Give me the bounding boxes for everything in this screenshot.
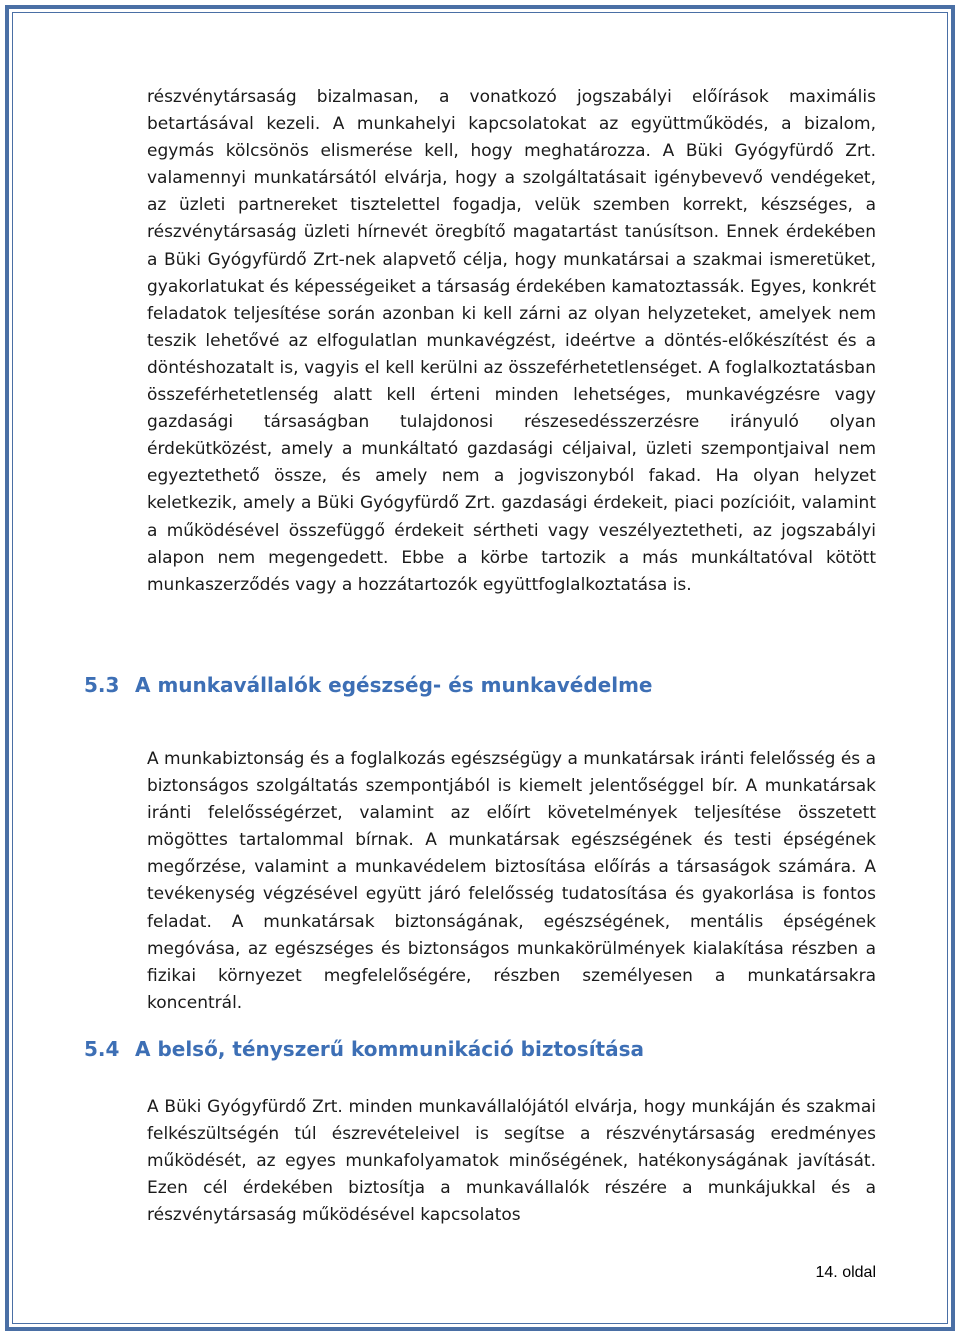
section-title: A belső, tényszerű kommunikáció biztosítása	[135, 1037, 645, 1061]
paragraph-internal-communication: A Büki Gyógyfürdő Zrt. minden munkavállalójától elvárja, hogy munkáján és szakmai felkészültségén túl észrevételeivel is segítse a részvénytársaság eredményes működését, az egyes munkafolyamatok minőségének, hatékonyságának javítását. Ezen cél érdekében biztosítja a munkavállalók részére a munkájukkal és a részvénytársaság működésével kapcsolatos	[147, 1097, 876, 1226]
paragraph-health-safety: A munkabiztonság és a foglalkozás egészségügy a munkatársak iránti felelősség és a biztonságos szolgáltatás szempontjából is kiemelt jelentőséggel bír. A munkatársak iránti felelősségérzet, valamint az előírt követelmények teljesítése összetett mögöttes tartalommal bírnak. A munkatársak egészségének és testi épségének megőrzése, valamint a munkavédelem biztosítása előírás a társaságok számára. A tevékenység végzésével együtt járó felelősség tudatosítása és gyakorlása is fontos feladat. A munkatársak biztonságának, egészségének, mentális épségének megóvása, az egészséges és biztonságos munkakörülmények kialakítása részben a fizikai környezet megfelelőségére, részben személyesen a munkatársakra koncentrál.	[147, 749, 876, 1013]
paragraph-confidentiality-conflict: részvénytársaság bizalmasan, a vonatkozó jogszabályi előírások maximális betartásával kezeli. A munkahelyi kapcsolatokat az együttműködés, a bizalom, egymás kölcsönös elismerése kell, hogy meghatározza. A Büki Gyógyfürdő Zrt. valamennyi munkatársától elvárja, hogy a szolgáltatásait igénybevevő vendégeket, az üzleti partnereket tisztelettel fogadja, velük szemben korrekt, készséges, a részvénytársaság üzleti hírnevét öregbítő magatartást tanúsítson. Ennek érdekében a Büki Gyógyfürdő Zrt-nek alapvető célja, hogy munkatársai a szakmai ismeretüket, gyakorlatukat és képességeiket a társaság érdekében kamatoztassák. Egyes, konkrét feladatok teljesítése során azonban ki kell zárni az olyan helyzeteket, amelyek nem teszik lehetővé az elfogulatlan munkavégzést, ideértve a döntés-előkészítést és a döntéshozatalt is, vagyis el kell kerülni az összeférhetetlenséget. A foglalkoztatásban összeférhetetlenség alatt kell érteni minden lehetséges, munkavégzésre vagy gazdasági társaságban tulajdonosi részesedésszerzésre irányuló olyan érdekütközést, amely a munkáltató gazdasági céljaival, üzleti szempontjaival nem egyeztethető össze, és amely nem a jogviszonyból fakad. Ha olyan helyzet keletkezik, amely a Büki Gyógyfürdő Zrt. gazdasági érdekeit, piaci pozícióit, valamint a működésével összefüggő érdekeit sértheti vagy veszélyeztetheti, az jogszabályi alapon nem megengedett. Ebbe a körbe tartozik a más munkáltatóval kötött munkaszerződés vagy a hozzátartozók együttfoglalkoztatása is.	[147, 87, 876, 595]
section-number: 5.3	[84, 673, 120, 697]
section-heading-5-4	[84, 1037, 644, 1061]
section-title: A munkavállalók egészség- és munkavédelme	[135, 673, 653, 697]
page-number: 14. oldal	[815, 1264, 876, 1281]
section-heading-5-3	[84, 673, 652, 697]
section-number: 5.4	[84, 1037, 120, 1061]
